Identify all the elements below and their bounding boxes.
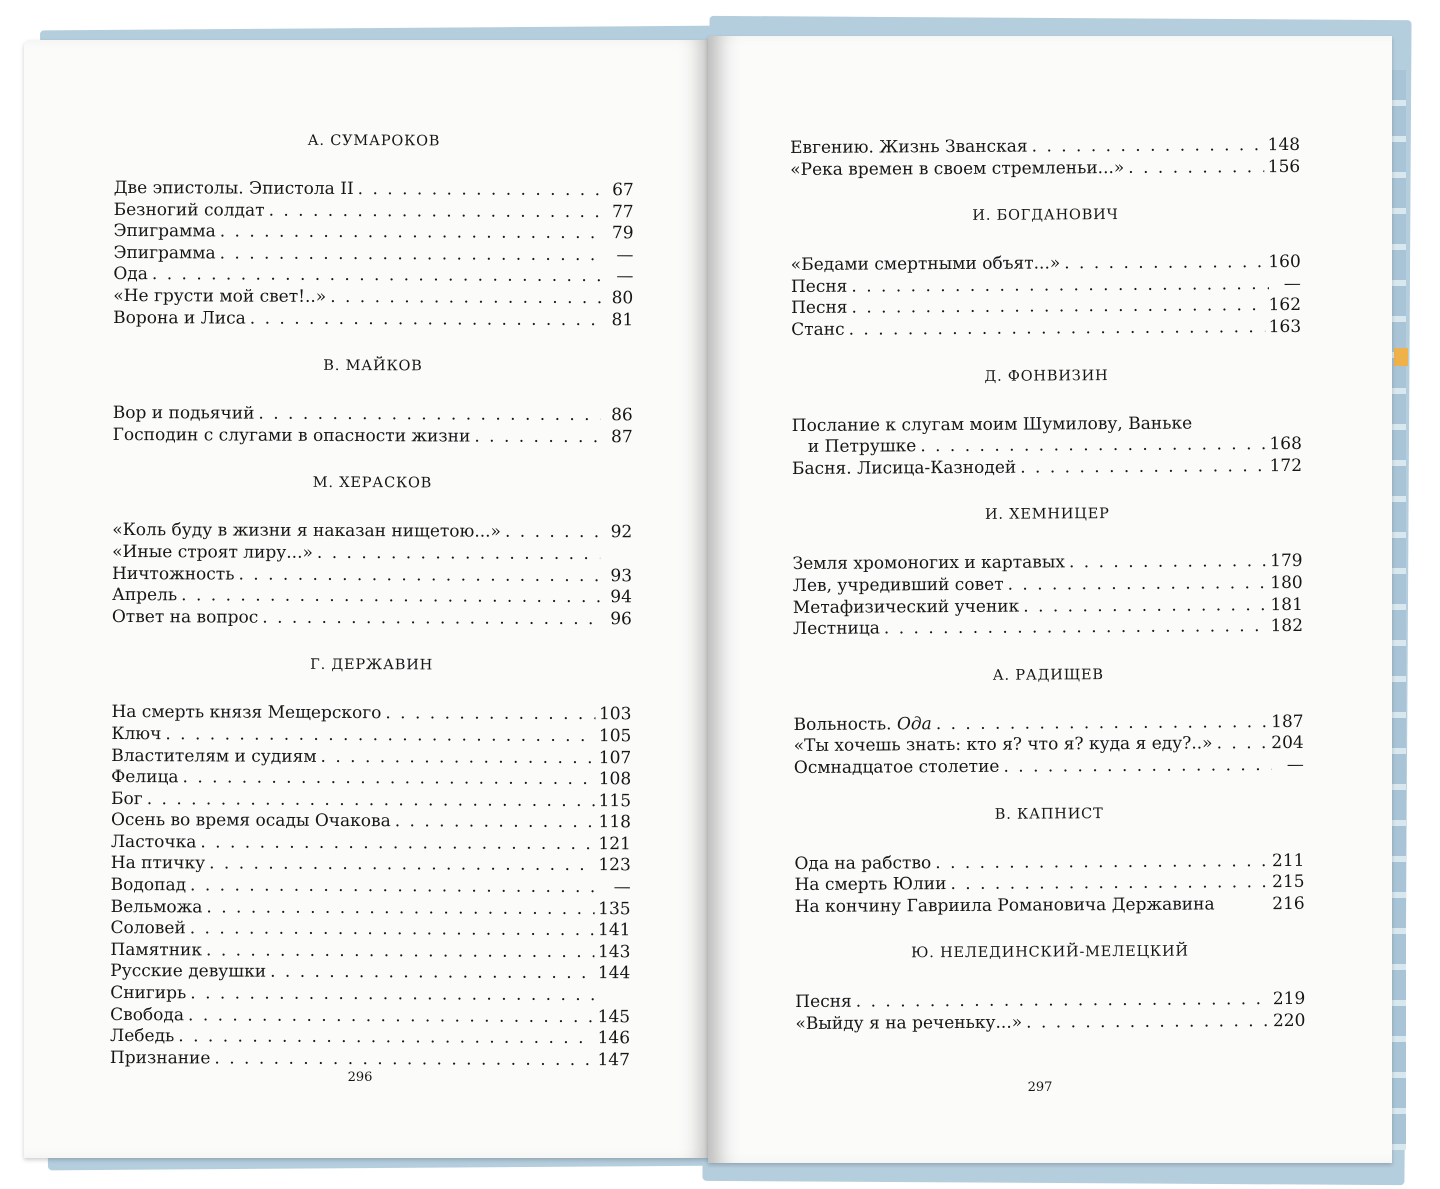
entry-title (112, 564, 235, 586)
dot-leader (920, 434, 1265, 457)
entry-page-number: 182 (1270, 616, 1304, 637)
author-heading: Г. ДЕРЖАВИН (310, 657, 434, 674)
author-heading: И. ХЕМНИЦЕР (984, 506, 1110, 524)
entry-title (111, 767, 178, 788)
right-page (708, 36, 1392, 1163)
toc-entry (111, 724, 631, 748)
entry-page-number: 143 (597, 941, 631, 963)
right-page-contents (790, 135, 1306, 1062)
entry-title (110, 918, 185, 939)
toc-entry (793, 616, 1303, 641)
entry-title-text: «Ты хочешь знать: кто я? что я? куда я еду?..» (793, 733, 1213, 757)
entry-title-text: Эпиграмма (113, 242, 216, 264)
entry-title-text: Ответ на вопрос (111, 606, 259, 628)
dot-leader (884, 616, 1267, 639)
toc-entry (791, 295, 1301, 320)
dot-leader (505, 522, 600, 543)
entry-title-text: Песня (790, 298, 848, 319)
toc-entry (795, 989, 1305, 1014)
dot-leader (181, 585, 600, 608)
dot-leader (474, 426, 600, 448)
dot-leader (1003, 755, 1272, 778)
entry-title-text: Ода (113, 264, 148, 285)
entry-title (791, 254, 1061, 277)
entry-title (792, 457, 1016, 479)
dot-leader (358, 179, 602, 201)
author-heading: А. РАДИЩЕВ (992, 666, 1104, 684)
entry-page-number: 147 (597, 1049, 630, 1071)
entry-title (110, 961, 266, 983)
toc-entry (113, 243, 633, 267)
entry-page-number: 141 (598, 920, 631, 941)
entry-title-text: Соловей (110, 918, 186, 939)
dot-leader (950, 872, 1268, 895)
entry-title (793, 619, 880, 641)
entry-title (112, 542, 313, 564)
entry-title-text: Фелица (111, 767, 179, 788)
entry-title-text: «Река времен в своем стремленьи...» (790, 157, 1125, 180)
entry-title-text: Вольность. (793, 714, 892, 735)
author-heading: М. ХЕРАСКОВ (312, 475, 433, 492)
toc-entry (113, 264, 633, 288)
toc-entry (110, 940, 630, 964)
toc-section (790, 135, 1300, 181)
entry-page-number: 108 (598, 769, 632, 790)
entry-page-number: 105 (598, 726, 632, 747)
dot-leader (851, 295, 1264, 319)
entry-title (114, 178, 354, 200)
dot-leader (200, 832, 594, 855)
entry-title (111, 853, 205, 874)
toc-entry (110, 1005, 630, 1029)
toc-section (792, 503, 1303, 640)
entry-title-text: Лебедь (110, 1026, 175, 1047)
entry-title-text: Земля хромоногих и картавых (792, 552, 1066, 575)
toc-entry (794, 850, 1304, 875)
toc-entry (795, 872, 1305, 897)
toc-section (110, 654, 632, 1071)
dot-leader (270, 962, 594, 984)
entry-page-number: 179 (1270, 551, 1303, 572)
entry-title-text: Господин с слугами в опасности жизни (112, 424, 471, 447)
entry-title (790, 158, 1124, 181)
toc-entry (793, 573, 1303, 598)
entry-title-text: Евгению. Жизнь Званская (790, 136, 1028, 158)
toc-entry (792, 412, 1302, 437)
entry-page-number: 93 (610, 565, 633, 586)
toc-section (112, 472, 633, 630)
entry-page-number: — (616, 244, 634, 266)
dot-leader (258, 404, 600, 426)
entry-page-number: 121 (598, 833, 631, 855)
toc-entry (111, 767, 631, 791)
entry-page-number: 216 (1272, 893, 1305, 914)
entry-title (111, 810, 391, 832)
entry-title (111, 745, 316, 767)
entry-page-number: 96 (610, 608, 632, 629)
dot-leader (188, 1005, 594, 1028)
entry-title-text: и Петрушке (807, 436, 917, 458)
toc-section (113, 355, 633, 448)
toc-entry (111, 897, 631, 921)
toc-entry (112, 542, 632, 566)
toc-entry (110, 961, 630, 985)
toc-entry (792, 456, 1302, 481)
entry-title-text: Апрель (111, 585, 178, 606)
dot-leader (206, 940, 594, 963)
toc-section (793, 664, 1304, 780)
entry-title-text: Бог (111, 788, 143, 809)
author-heading: И. БОГДАНОВИЧ (972, 207, 1119, 225)
entry-page-number: 204 (1271, 733, 1304, 754)
dot-leader (330, 287, 601, 309)
toc-entry (112, 585, 632, 609)
dot-leader (856, 989, 1269, 1013)
toc-section (790, 204, 1301, 341)
entry-page-number: 162 (1268, 295, 1302, 316)
dot-leader (220, 243, 602, 266)
entry-page-number: 187 (1271, 711, 1304, 732)
dot-leader (935, 851, 1268, 874)
toc-entry (790, 135, 1300, 160)
entry-page-number: 92 (610, 522, 633, 543)
entry-page-number: 160 (1268, 252, 1301, 273)
entry-title-text: Песня (790, 276, 848, 297)
entry-title-text: Безногий солдат (113, 199, 265, 221)
entry-title (113, 425, 471, 448)
entry-page-number: 79 (611, 223, 634, 244)
dot-leader (152, 265, 602, 288)
toc-entry (111, 810, 631, 834)
entry-page-number: — (613, 877, 631, 898)
entry-title-text: Осень во время осады Очакова (110, 810, 391, 832)
author-heading: В. МАЙКОВ (323, 358, 423, 375)
dot-leader (220, 222, 602, 245)
toc-entry (114, 178, 634, 202)
entry-title-text: Снигирь (110, 983, 187, 1004)
entry-page-number: 181 (1270, 594, 1303, 615)
entry-page-number: 220 (1272, 1010, 1306, 1031)
toc-entry (113, 286, 633, 310)
dot-leader (214, 1048, 593, 1071)
entry-title-text: Лестница (792, 618, 880, 640)
entry-title-text: Лев, учредивший совет (792, 574, 1004, 596)
entry-title-text: Признание (109, 1047, 211, 1069)
entry-title-text: На птичку (110, 853, 206, 874)
entry-title-genre: Ода (896, 713, 932, 735)
dot-leader (1216, 733, 1267, 754)
entry-title (790, 137, 1028, 159)
entry-title-text: Ворона и Лиса (113, 307, 246, 329)
toc-entry (110, 983, 630, 1007)
entry-page-number: 156 (1267, 156, 1301, 177)
entry-title (791, 276, 848, 297)
entry-title (113, 403, 255, 425)
toc-entry (110, 918, 630, 942)
entry-title (113, 243, 215, 264)
entry-title-text: «Бедами смертными объят...» (790, 253, 1061, 276)
dot-leader (395, 812, 595, 834)
entry-page-number: 146 (597, 1028, 631, 1049)
author-heading: А. СУМАРОКОВ (307, 132, 441, 150)
page-number: 296 (347, 1070, 373, 1085)
entry-title-text: На кончину Гавриила Романовича Державина (794, 894, 1215, 917)
toc-entry (795, 894, 1305, 919)
dot-leader (1069, 551, 1266, 573)
toc-entry (795, 1011, 1305, 1036)
dot-leader (183, 767, 595, 790)
entry-title-text: «Не грусти мой свет!..» (113, 285, 327, 307)
entry-page-number: 81 (611, 309, 634, 330)
entry-title (793, 553, 1065, 576)
toc-entry (793, 551, 1303, 576)
entry-title (112, 585, 177, 606)
entry-title (795, 894, 1215, 918)
entry-page-number: — (1286, 754, 1304, 775)
toc-entry (113, 403, 633, 427)
entry-title (110, 1005, 184, 1026)
dot-leader (190, 875, 599, 898)
dot-leader (1008, 573, 1267, 596)
entry-title (791, 320, 845, 341)
bookmark-tab (1394, 348, 1408, 366)
entry-title (111, 897, 203, 918)
dot-leader (1032, 135, 1264, 157)
page-number: 297 (1027, 1080, 1053, 1095)
entry-page-number: — (1283, 273, 1301, 294)
toc-entry (792, 434, 1302, 459)
entry-page-number: 115 (598, 790, 632, 811)
entry-title (113, 286, 326, 308)
entry-title-text: Ключ (111, 723, 162, 745)
entry-title-text: «Иные строят лиру...» (112, 541, 313, 563)
toc-entry (790, 156, 1300, 181)
entry-title-text: Властителям и судиям (111, 745, 317, 767)
dot-leader (190, 983, 598, 1006)
dot-leader (269, 200, 602, 222)
entry-title-text: На смерть князя Мещерского (111, 702, 382, 724)
dot-leader (385, 704, 595, 726)
dot-leader (262, 607, 600, 629)
entry-title-text: Ласточка (110, 831, 197, 853)
toc-entry (111, 832, 631, 856)
entry-title-text: Свобода (110, 1004, 185, 1025)
entry-title (110, 1048, 211, 1069)
toc-entry (791, 317, 1301, 342)
entry-title-text: «Коль буду в жизни я наказан нищетою...» (112, 520, 502, 543)
entry-title-text: Две эпистолы. Эпистола II (113, 177, 354, 200)
entry-page-number: 215 (1272, 871, 1305, 893)
entry-title (110, 1026, 174, 1047)
entry-title (111, 832, 197, 853)
dot-leader (147, 789, 595, 812)
entry-title-text: Водопад (110, 875, 187, 896)
entry-title (113, 308, 246, 330)
dot-leader (1020, 456, 1265, 478)
dot-leader (209, 854, 594, 877)
entry-title (113, 264, 148, 285)
entry-page-number: 67 (612, 180, 634, 201)
toc-entry (111, 853, 631, 877)
entry-title (110, 940, 202, 961)
toc-entry (113, 425, 633, 449)
entry-title (793, 596, 1019, 618)
dot-leader (250, 308, 601, 331)
toc-entry (112, 520, 632, 544)
entry-page-number: 144 (597, 963, 631, 984)
entry-title (793, 575, 1004, 597)
entry-title (794, 757, 1000, 779)
entry-title-text: Басня. Лисица-Казнодей (791, 457, 1017, 479)
left-page-contents (110, 130, 634, 1098)
entry-title (795, 1012, 1022, 1034)
entry-page-number: — (616, 266, 634, 287)
entry-title (111, 875, 186, 896)
toc-entry (112, 607, 632, 631)
entry-title-text: Памятник (110, 939, 203, 961)
dot-leader (936, 712, 1267, 735)
entry-page-number: 123 (598, 855, 631, 876)
entry-title (112, 520, 501, 543)
toc-entry (794, 733, 1304, 758)
entry-page-number: 86 (611, 405, 633, 426)
entry-title-text: Станс (791, 319, 845, 340)
toc-section (795, 941, 1306, 1035)
dot-leader (165, 724, 595, 747)
entry-title (114, 200, 265, 222)
entry-title (111, 789, 143, 810)
entry-page-number: 163 (1268, 316, 1302, 338)
entry-page-number: 180 (1270, 572, 1303, 594)
left-page (24, 40, 712, 1158)
entry-title-text: Послание к слугам моим Шумилову, Ваньке (791, 413, 1193, 436)
toc-entry (791, 274, 1301, 299)
dot-leader (206, 897, 594, 920)
entry-title-text: Ничтожность (112, 563, 235, 585)
entry-page-number: 168 (1269, 434, 1302, 455)
entry-title (794, 853, 931, 875)
entry-title (112, 607, 259, 629)
entry-title (794, 734, 1213, 758)
toc-entry (111, 875, 631, 899)
toc-entry (111, 789, 631, 813)
dot-leader (851, 274, 1269, 298)
entry-title-text: Русские девушки (110, 961, 267, 983)
entry-page-number: 211 (1271, 850, 1305, 871)
toc-entry (112, 564, 632, 588)
entry-page-number: 148 (1267, 134, 1301, 156)
entry-page-number: 145 (597, 1006, 631, 1027)
toc-entry (111, 745, 631, 769)
toc-entry (111, 702, 631, 726)
entry-title-text: «Выйду я на реченьку...» (795, 1012, 1023, 1034)
toc-section (794, 802, 1305, 918)
toc-entry (110, 1048, 630, 1072)
toc-entry (791, 252, 1301, 277)
entry-page-number: 118 (598, 812, 632, 833)
author-heading: Ю. НЕЛЕДИНСКИЙ-МЕЛЕЦКИЙ (911, 943, 1189, 962)
entry-page-number: 77 (611, 201, 634, 222)
entry-title (791, 298, 848, 319)
entry-page-number: 172 (1269, 455, 1303, 476)
entry-title-text: Осмнадцатое столетие (793, 756, 1000, 778)
dot-leader (321, 746, 595, 768)
entry-title (111, 724, 161, 745)
entry-title (114, 221, 216, 242)
toc-entry (114, 221, 634, 245)
entry-page-number: 135 (598, 898, 631, 919)
entry-title (792, 413, 1192, 436)
dot-leader (849, 317, 1265, 341)
dot-leader (1023, 595, 1266, 617)
dot-leader (1026, 1011, 1269, 1033)
entry-page-number: 80 (611, 288, 634, 309)
toc-entry (794, 755, 1304, 780)
entry-title (795, 992, 852, 1013)
toc-entry (113, 308, 633, 332)
dot-leader (238, 564, 600, 587)
entry-title-text: Песня (795, 991, 852, 1013)
entry-title-text: На смерть Юлии (794, 874, 947, 896)
entry-page-number: 107 (598, 747, 632, 768)
toc-section (791, 364, 1302, 480)
dot-leader (1064, 252, 1264, 274)
entry-page-number: 103 (598, 704, 632, 725)
entry-page-number: 94 (610, 587, 633, 608)
dot-leader (1128, 157, 1264, 179)
toc-entry (793, 594, 1303, 619)
entry-title-text: Метафизический ученик (792, 596, 1020, 618)
toc-entry (110, 1026, 630, 1050)
entry-title-text: Ода на рабство (794, 852, 932, 874)
entry-title (111, 702, 381, 724)
entry-title-text: Эпиграмма (113, 221, 216, 242)
author-heading: Д. ФОНВИЗИН (984, 367, 1109, 385)
author-heading: В. КАПНИСТ (994, 805, 1104, 823)
entry-title (794, 714, 932, 736)
toc-section (113, 130, 634, 331)
dot-leader (190, 919, 594, 942)
entry-title-text: Вор и подьячий (112, 403, 255, 424)
dot-leader (317, 543, 600, 565)
entry-page-number: 219 (1272, 989, 1306, 1010)
entry-page-number: 87 (610, 426, 633, 448)
entry-title-text: Вельможа (110, 896, 203, 918)
entry-title (792, 436, 917, 458)
toc-entry (114, 200, 634, 224)
entry-title (795, 874, 947, 896)
toc-entry (794, 712, 1304, 737)
entry-title (110, 983, 186, 1004)
dot-leader (178, 1027, 593, 1050)
